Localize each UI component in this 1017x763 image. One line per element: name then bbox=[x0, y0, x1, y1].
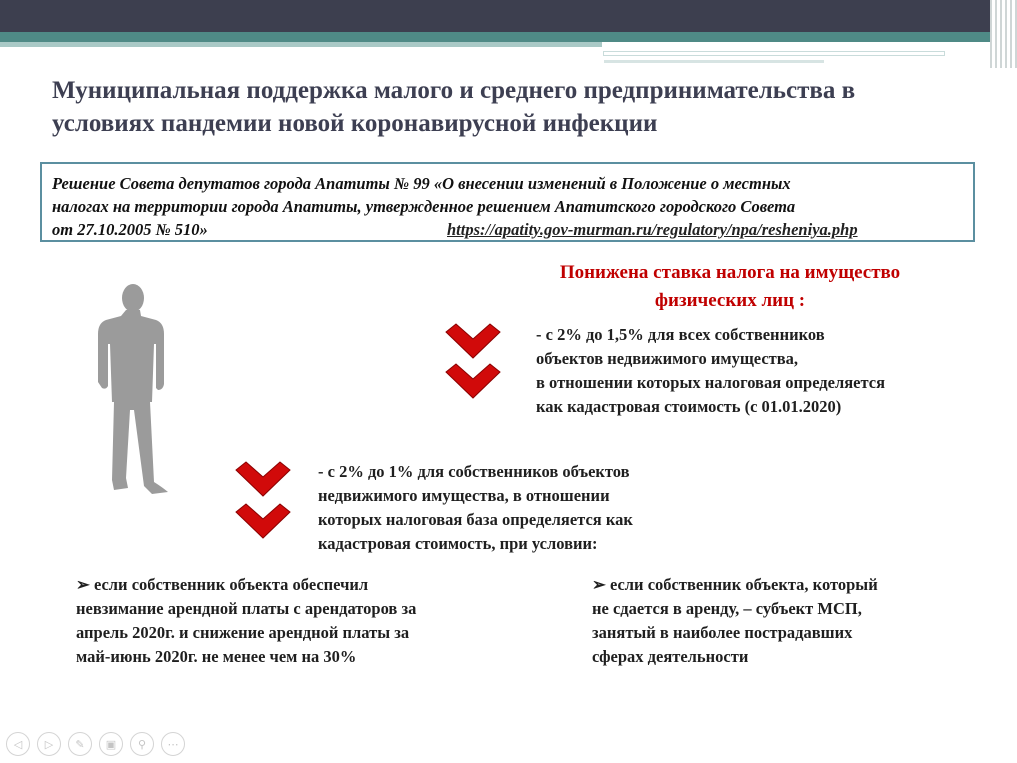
reference-link[interactable]: https://apatity.gov-murman.ru/regulatory/npa/resheniya.php bbox=[447, 220, 858, 239]
rate-point-1 bbox=[536, 323, 976, 419]
text-line: в отношении которых налоговая определяется bbox=[536, 373, 886, 392]
reference-box bbox=[40, 162, 975, 242]
zoom-icon[interactable]: ⚲ bbox=[130, 732, 154, 756]
decor-line bbox=[604, 60, 824, 63]
text-line: - с 2% до 1,5% для всех собственников bbox=[536, 325, 825, 344]
reference-line: налогах на территории города Апатиты, утвержденное решением Апатитского городского Совета bbox=[52, 197, 796, 216]
text-line: сферах деятельности bbox=[592, 647, 749, 666]
heading-line: Понижена ставка налога на имущество bbox=[559, 262, 901, 283]
slide-nav-toolbar bbox=[6, 732, 185, 756]
text-line: как кадастровая стоимость (с 01.01.2020) bbox=[536, 397, 842, 416]
text-line: ➢ если собственник объекта, который bbox=[592, 575, 878, 594]
more-icon[interactable]: ⋯ bbox=[161, 732, 185, 756]
text-line: апрель 2020г. и снижение арендной платы за bbox=[76, 623, 410, 642]
text-line: кадастровая стоимость, при условии: bbox=[318, 534, 598, 553]
text-line: не сдается в аренду, – субъект МСП, bbox=[592, 599, 862, 618]
pen-icon[interactable]: ✎ bbox=[68, 732, 92, 756]
previous-icon[interactable]: ◁ bbox=[6, 732, 30, 756]
double-chevron-down-icon bbox=[234, 460, 292, 542]
text-line: невзимание арендной платы с арендаторов за bbox=[76, 599, 417, 618]
slide-title bbox=[52, 74, 992, 140]
decor-stripes bbox=[990, 0, 1017, 68]
condition-2 bbox=[592, 573, 992, 669]
top-bar bbox=[0, 0, 1017, 32]
teal-band-light bbox=[0, 42, 602, 47]
double-chevron-down-icon bbox=[444, 322, 502, 402]
text-line: май-июнь 2020г. не менее чем на 30% bbox=[76, 647, 357, 666]
person-silhouette-icon bbox=[92, 282, 172, 496]
tax-rate-heading bbox=[500, 259, 960, 315]
reference-line: от 27.10.2005 № 510» bbox=[52, 220, 208, 239]
slides-icon[interactable]: ▣ bbox=[99, 732, 123, 756]
reference-line: Решение Совета депутатов города Апатиты № 99 «О внесении изменений в Положение о местных bbox=[52, 174, 791, 193]
text-line: объектов недвижимого имущества, bbox=[536, 349, 799, 368]
title-line: условиях пандемии новой коронавирусной инфекции bbox=[52, 110, 658, 137]
text-line: ➢ если собственник объекта обеспечил bbox=[76, 575, 369, 594]
text-line: - с 2% до 1% для собственников объектов bbox=[318, 462, 630, 481]
text-line: которых налоговая база определяется как bbox=[318, 510, 633, 529]
title-line: Муниципальная поддержка малого и среднего предпринимательства в bbox=[52, 77, 856, 104]
next-icon[interactable]: ▷ bbox=[37, 732, 61, 756]
heading-line: физических лиц : bbox=[654, 290, 806, 311]
condition-1 bbox=[76, 573, 516, 669]
text-line: занятый в наиболее пострадавших bbox=[592, 623, 853, 642]
teal-band bbox=[0, 32, 1017, 42]
decor-line bbox=[604, 52, 944, 55]
text-line: недвижимого имущества, в отношении bbox=[318, 486, 610, 505]
rate-point-2 bbox=[318, 460, 738, 556]
